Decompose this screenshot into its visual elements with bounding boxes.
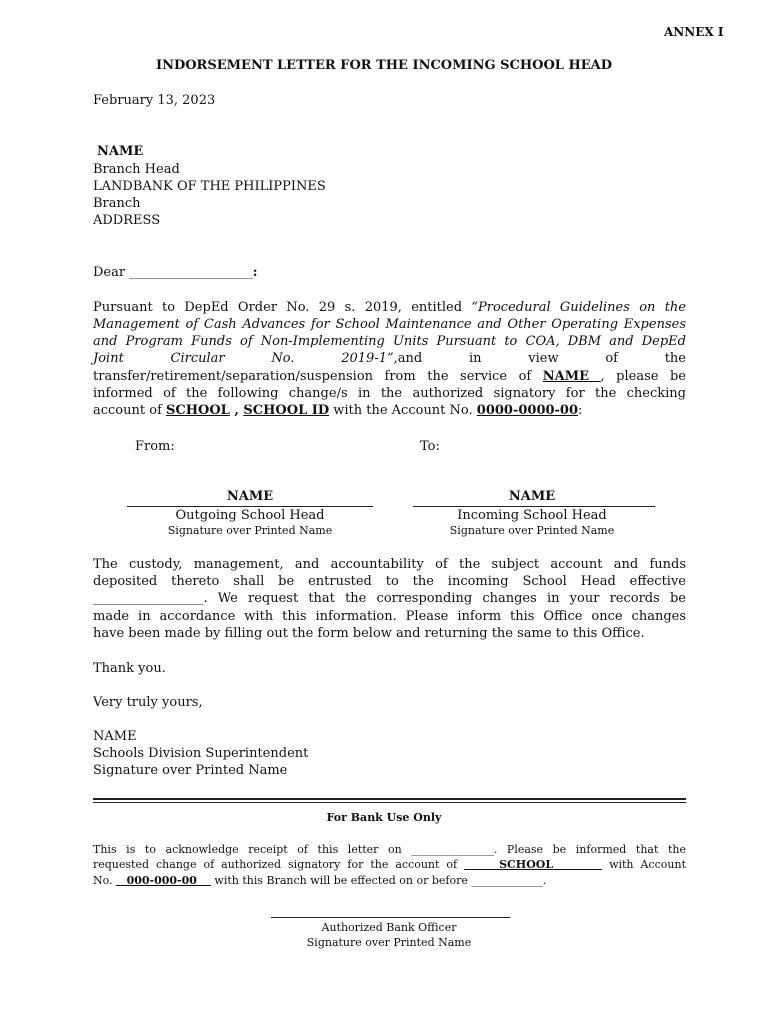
letter-title: INDORSEMENT LETTER FOR THE INCOMING SCHOOL HEAD — [156, 58, 612, 73]
body1-text: account of — [93, 403, 167, 418]
bank-text: . Please be informed that the — [493, 843, 686, 856]
bank-text: This is to acknowledge receipt of this letter on — [93, 843, 412, 856]
closing: Very truly yours, — [93, 695, 203, 710]
body2-line3 — [93, 591, 686, 606]
school-id-field: SCHOOL ID — [243, 403, 330, 418]
body2-line2: deposited thereto shall be entrusted to the incoming School Head effective — [93, 574, 686, 589]
salutation-blank: ___________________ — [129, 265, 253, 280]
bank-line3 — [93, 874, 546, 887]
salutation-suffix: : — [252, 265, 258, 280]
outgoing-caption: Signature over Printed Name — [167, 524, 333, 537]
bank-school-field: SCHOOL — [499, 858, 554, 871]
bank-officer-signature-line — [271, 917, 510, 918]
body1-text: ,and in view of the — [393, 351, 686, 366]
body1-text: , please be — [600, 369, 686, 384]
body1-line3: and Program Funds of Non-Implementing Units Pursuant to COA, DBM and DepEd — [93, 334, 686, 349]
sender-caption: Signature over Printed Name — [93, 763, 288, 778]
addressee-bank: LANDBANK OF THE PHILIPPINES — [93, 179, 326, 194]
receipt-date-blank: _______________ — [411, 843, 494, 856]
body1-text: Pursuant to DepEd Order No. 29 s. 2019, entitled — [93, 300, 472, 315]
salutation-prefix: Dear — [93, 265, 130, 280]
body2-line5: have been made by filling out the form below and returning the same to this Office. — [93, 626, 645, 641]
salutation — [93, 265, 258, 280]
bank-text: . — [542, 874, 547, 887]
outgoing-name: NAME — [226, 489, 274, 504]
incoming-caption: Signature over Printed Name — [449, 524, 615, 537]
divider-rule — [93, 802, 686, 803]
body1-text: : — [578, 403, 583, 418]
body2-line1: The custody, management, and accountability of the subject account and funds — [93, 557, 686, 572]
body2-line4: made in accordance with this information. Please inform this Office once changes — [93, 609, 686, 624]
bank-use-heading: For Bank Use Only — [326, 811, 442, 824]
signature-line — [127, 506, 373, 507]
separator: , — [229, 403, 244, 418]
body1-line5 — [93, 369, 686, 384]
to-label: To: — [420, 439, 440, 454]
addressee-position: Branch Head — [93, 162, 180, 177]
sender-name: NAME — [93, 729, 137, 744]
incoming-signatory — [407, 489, 657, 537]
body1-italic: Joint Circular No. 2019-1” — [93, 351, 394, 366]
body1-line2: Management of Cash Advances for School Maintenance and Other Operating Expenses — [93, 317, 686, 332]
incoming-role: Incoming School Head — [457, 508, 607, 523]
outgoing-signatory — [125, 489, 375, 537]
addressee-address: ADDRESS — [93, 213, 161, 228]
body1-italic: “Procedural Guidelines on the — [471, 300, 686, 315]
body1-line1 — [93, 300, 686, 315]
body2-text: . We request that the corresponding changes in your records be — [203, 591, 686, 606]
body1-line7 — [93, 403, 582, 418]
bank-line1 — [93, 843, 686, 856]
bank-text: with Account — [602, 858, 686, 871]
bank-line2 — [93, 858, 686, 871]
effect-date-blank: _____________ — [471, 874, 543, 887]
divider-rule — [93, 798, 686, 800]
body1-text: with the Account No. — [329, 403, 477, 418]
bank-text: No. — [93, 874, 117, 887]
body1-text: transfer/retirement/separation/suspension from the service of — [93, 369, 543, 384]
signature-line — [413, 506, 655, 507]
addressee-branch: Branch — [93, 196, 141, 211]
sender-position: Schools Division Superintendent — [93, 746, 309, 761]
outgoing-role: Outgoing School Head — [175, 508, 325, 523]
incoming-name: NAME — [508, 489, 556, 504]
bank-officer-label: Authorized Bank Officer — [321, 921, 457, 934]
thank-you: Thank you. — [93, 661, 166, 676]
body1-line4 — [93, 351, 686, 366]
bank-officer-caption: Signature over Printed Name — [306, 936, 472, 949]
body1-line6: informed of the following change/s in the authorized signatory for the checking — [93, 386, 686, 401]
from-label: From: — [135, 439, 175, 454]
bank-text: with this Branch will be effected on or before — [210, 874, 472, 887]
school-field: SCHOOL — [166, 403, 230, 418]
addressee-name: NAME — [97, 144, 144, 159]
annex-label: ANNEX I — [664, 25, 724, 39]
letter-date: February 13, 2023 — [93, 93, 216, 108]
bank-account-field: 000-000-00 — [126, 874, 197, 887]
account-number-field: 0000-0000-00 — [476, 403, 579, 418]
outgoing-name-field: NAME — [542, 369, 590, 384]
effective-date-blank: _________________ — [93, 591, 204, 606]
bank-text: requested change of authorized signatory for the account of — [93, 858, 465, 871]
